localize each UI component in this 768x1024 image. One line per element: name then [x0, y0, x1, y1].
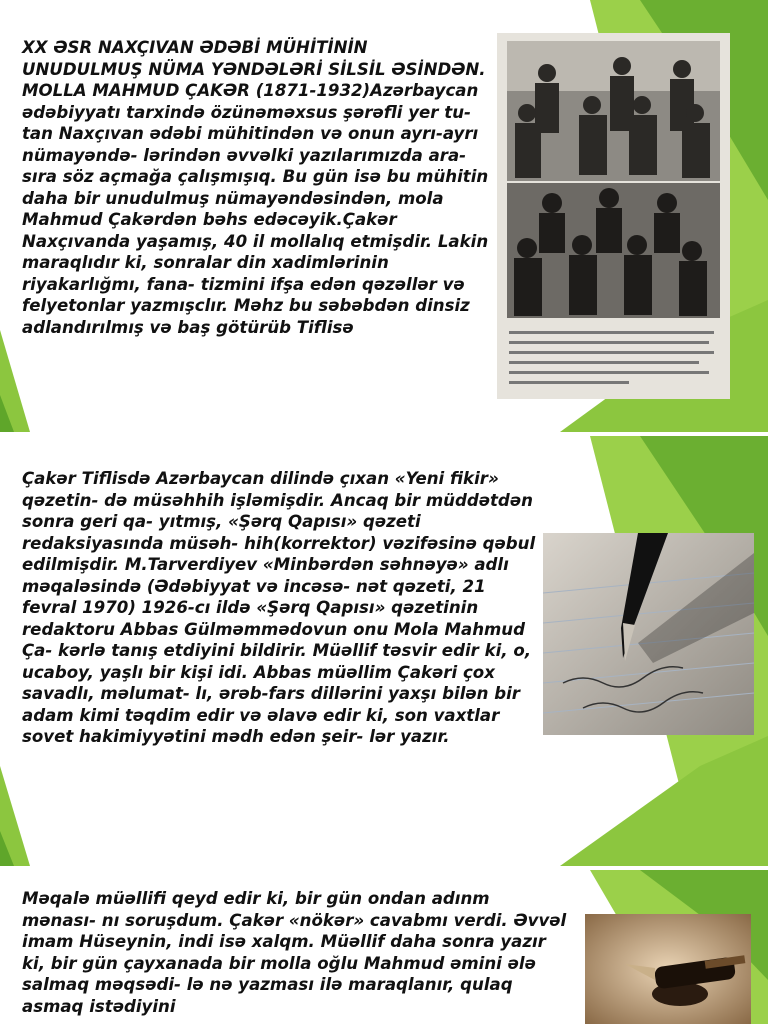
slide-3-text: Məqalə müəllifi qeyd edir ki, bir gün ondan adınm mənası- nı soruşdum. Çakər «nökər» cavabmı verdi. Əvvəl imam Hüseynin, indi isə xalqm. Müəllif daha sonra yazır ki, bir gün çayxanada bir molla oğlu Mahmud əmini ələ salmaq məqsədi- lə nə yazması ilə maraqlanır, qulaq asmaq istədiyini — [22, 889, 567, 1016]
slide-2 — [0, 436, 768, 866]
fountain-pen-writing-icon — [543, 533, 754, 735]
group-photo-icon — [497, 33, 730, 399]
slide-1 — [0, 0, 768, 432]
slide-1-text: XX ƏSR NAXÇIVAN ƏDƏBİ MÜHİTİNİN UNUDULMUŞ NÜMA YƏNDƏLƏRİ SİLSİL ƏSİNDƏN. MOLLA MAHMUD ÇAKƏR (1871-1932)Azərbaycan ədəbiyyatı tarxində özünəməxsus şərəfli yer tu- tan Naxçıvan ədəbi mühitindən və onun ayrı-ayrı nümayəndə- lərindən əvvəlki yazılarımızda ara-sıra söz açmağa çalışmışıq. Bu gün isə bu mühitin daha bir unudulmuş nümayəndəsindən, mola Mahmud Çakərdən bəhs edəcəyik.Çakər Naxçıvanda yaşamış, 40 il mollalıq etmişdir. Lakin maraqlıdır ki, sonralar din xadimlərinin riyakarlığmı, fana- tizmini ifşa edən qəzəllər və felyetonlar yazmışclır. Məhz bu səbəbdən dinsiz adlandırılmış və baş götürüb Tiflisə — [22, 38, 489, 337]
slide-2-text: Çakər Tiflisdə Azərbaycan dilində çıxan «Yeni fikir» qəzetin- də müsəhhih işləmişdir. Ancaq bir müddətdən sonra geri qa- yıtmış, «Şərq Qapısı» qəzeti redaksiyasında müsəh- hih(korrektor) vəzifəsinə qəbul edilmişdir. M.Tarverdiyev «Minbərdən səhnəyə» adlı məqaləsində (Ədəbiyyat və incəsə- nət qəzeti, 21 fevral 1970) 1926-cı ildə «Şərq Qapısı» qəzetinin redaktoru Abbas Gülməmmədovun onu Mola Mahmud Ça- kərlə tanış etdiyini bildirir. Müəllif təsvir edir ki, o, ucaboy, yaşlı bir kişi idi. Abbas müəllim Çakəri çox savadlı, məlumat- lı, ərəb-fars dillərini yaxşı bilən bir adam kimi təqdim edir və əlavə edir ki, son vaxtlar sovet hakimiyyətini mədh edən şeir- lər yazır. — [22, 469, 536, 746]
fountain-pen-icon — [585, 914, 751, 1024]
slide-3 — [0, 870, 768, 1024]
